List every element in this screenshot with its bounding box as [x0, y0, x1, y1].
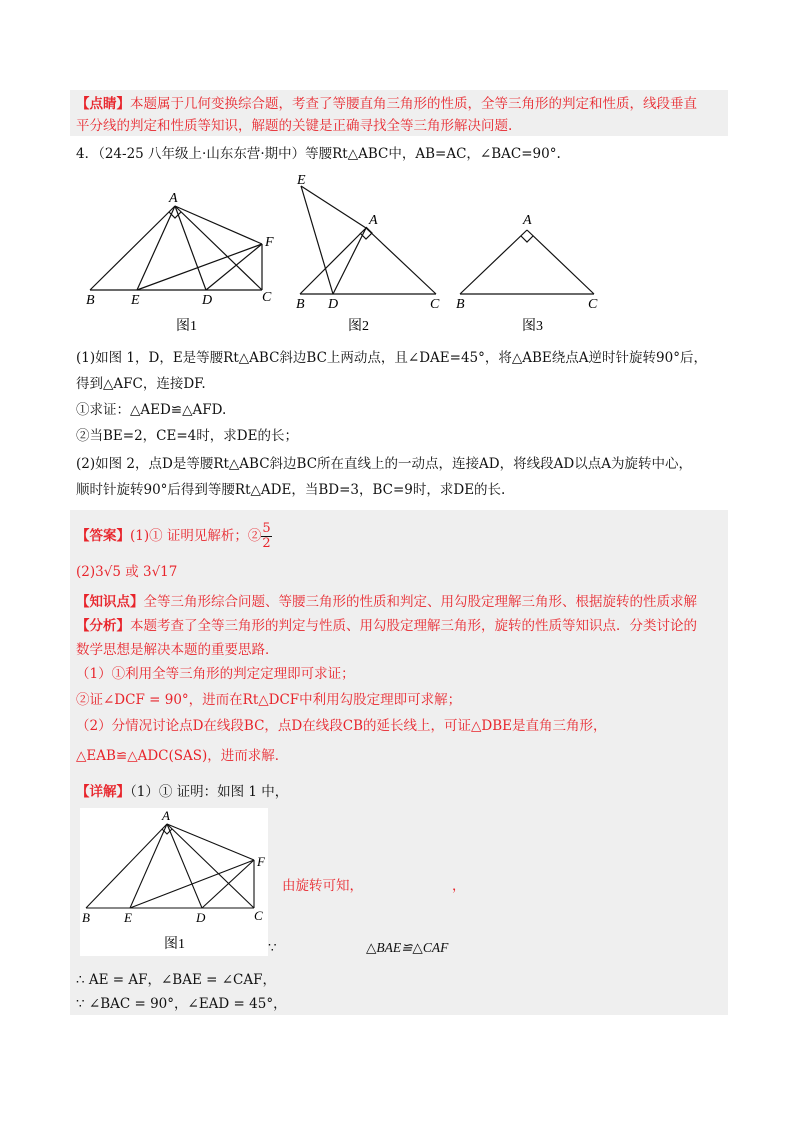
detail-congruent: △BAE≌△CAF — [366, 940, 449, 955]
fraction-denominator: 2 — [262, 536, 271, 551]
analysis-text-1: 本题考查了全等三角形的判定与性质、用勾股定理解三角形，旋转的性质等知识点．分类讨论的 — [130, 618, 697, 634]
detail-fig-label-e: E — [124, 910, 132, 925]
detail-side-1-text: 由旋转可知， — [282, 878, 363, 894]
fig2-label-a: A — [369, 213, 378, 228]
answer-fraction — [261, 522, 271, 551]
knowledge-tag: 【知识点】 — [76, 594, 144, 610]
analysis-line-6: △EAB≌△ADC(SAS)，进而求解． — [76, 748, 289, 764]
detail-side-1-end: ， — [452, 878, 466, 894]
detail-ae-af — [76, 970, 276, 990]
fig2-label-b: B — [296, 297, 305, 312]
figures-row — [0, 168, 800, 348]
fig1-label-a: A — [169, 191, 178, 206]
fraction-numerator: 5 — [262, 521, 271, 536]
problem-source: （24-25 八年级上·山东东营·期中） — [98, 146, 306, 162]
fig2-caption: 图2 — [348, 319, 369, 334]
analysis-tag: 【分析】 — [76, 618, 130, 634]
problem-number: 4． — [76, 146, 99, 162]
problem-header — [76, 144, 561, 164]
detail-ae-af-text: ∴ AE = AF，∠BAE = ∠CAF， — [76, 972, 276, 988]
detail-line — [76, 782, 288, 802]
detail-bac-text: ∵ ∠BAC = 90°，∠EAD = 45°， — [76, 996, 287, 1012]
fig1-label-c: C — [262, 290, 272, 305]
part1-line-2: 得到△AFC，连接DF. — [76, 376, 206, 392]
detail-fig-label-d: D — [196, 910, 206, 925]
detail-figure-box — [80, 808, 268, 956]
analysis-line-4: ②证∠DCF = 90°，进而在Rt△DCF中利用勾股定理即可求解； — [76, 692, 462, 708]
knowledge-text: 全等三角形综合问题、等腰三角形的性质和判定、用勾股定理解三角形、根据旋转的性质求解 — [143, 594, 697, 610]
part2-line-2: 顺时针旋转90°后得到等腰Rt△ADE，当BD=3，BC=9时，求DE的长. — [76, 482, 506, 498]
fig1-label-d: D — [202, 293, 213, 308]
detail-because: ∵ — [268, 940, 277, 956]
comment-line-2: 平分线的判定和性质等知识，解题的关键是正确寻找全等三角形解决问题. — [76, 118, 513, 134]
figure-3 — [460, 230, 594, 294]
analysis-line-1 — [76, 616, 697, 636]
answer-part1: (1)① 证明见解析；② — [130, 528, 262, 544]
knowledge-line — [76, 592, 697, 612]
detail-fig-label-c: C — [254, 908, 263, 923]
detail-fig-label-f: F — [257, 854, 265, 869]
fig1-label-e: E — [131, 293, 140, 308]
fig2-label-c: C — [430, 297, 440, 312]
fig2-label-e: E — [297, 173, 306, 188]
fig3-label-c: C — [588, 297, 598, 312]
part1-question-1: ①求证：△AED≌△AFD. — [76, 402, 227, 418]
part1-question-2: ②当BE=2，CE=4时，求DE的长； — [76, 428, 298, 444]
fig3-label-b: B — [456, 297, 465, 312]
answer-part2: (2)3√5 或 3√17 — [76, 564, 178, 580]
comment-line-1 — [76, 94, 697, 114]
answer-tag: 【答案】 — [76, 528, 130, 544]
analysis-line-2: 数学思想是解决本题的重要思路． — [76, 642, 279, 658]
figure-2 — [300, 186, 436, 294]
detail-bac — [76, 994, 287, 1014]
fig1-caption: 图1 — [176, 319, 197, 334]
part2-line-1: (2)如图 2，点D是等腰Rt△ABC斜边BC所在直线上的一动点，连接AD，将线段AD以点A为旋转中心， — [76, 456, 692, 472]
detail-fig-label-a: A — [162, 808, 170, 823]
figure-1 — [90, 206, 262, 290]
part1-line-1: (1)如图 1，D，E是等腰Rt△ABC斜边BC上两动点，且∠DAE=45°，将△ABE绕点A逆时针旋转90°后， — [76, 350, 707, 366]
fig3-label-a: A — [523, 213, 532, 228]
detail-figure-1 — [80, 808, 268, 956]
fig2-label-d: D — [328, 297, 339, 312]
comment-tag: 【点睛】 — [76, 96, 130, 112]
detail-fig-label-b: B — [82, 910, 90, 925]
analysis-line-3: （1）①利用全等三角形的判定定理即可求证； — [76, 666, 355, 682]
detail-tag: 【详解】 — [76, 784, 130, 800]
comment-text-1: 本题属于几何变换综合题，考查了等腰直角三角形的性质，全等三角形的判定和性质，线段垂直 — [130, 96, 697, 112]
analysis-line-5: （2）分情况讨论点D在线段BC，点D在线段CB的延长线上，可证△DBE是直角三角形， — [76, 718, 607, 734]
fig1-label-b: B — [86, 293, 95, 308]
detail-intro: （1）① 证明：如图 1 中， — [130, 784, 289, 800]
answer-line-1 — [76, 522, 272, 551]
fig1-label-f: F — [265, 235, 274, 250]
problem-stem: 等腰Rt△ABC中，AB=AC，∠BAC=90°. — [305, 146, 561, 162]
fig3-caption: 图3 — [522, 319, 543, 334]
detail-side-1 — [282, 876, 363, 896]
detail-fig-caption: 图1 — [164, 937, 185, 952]
